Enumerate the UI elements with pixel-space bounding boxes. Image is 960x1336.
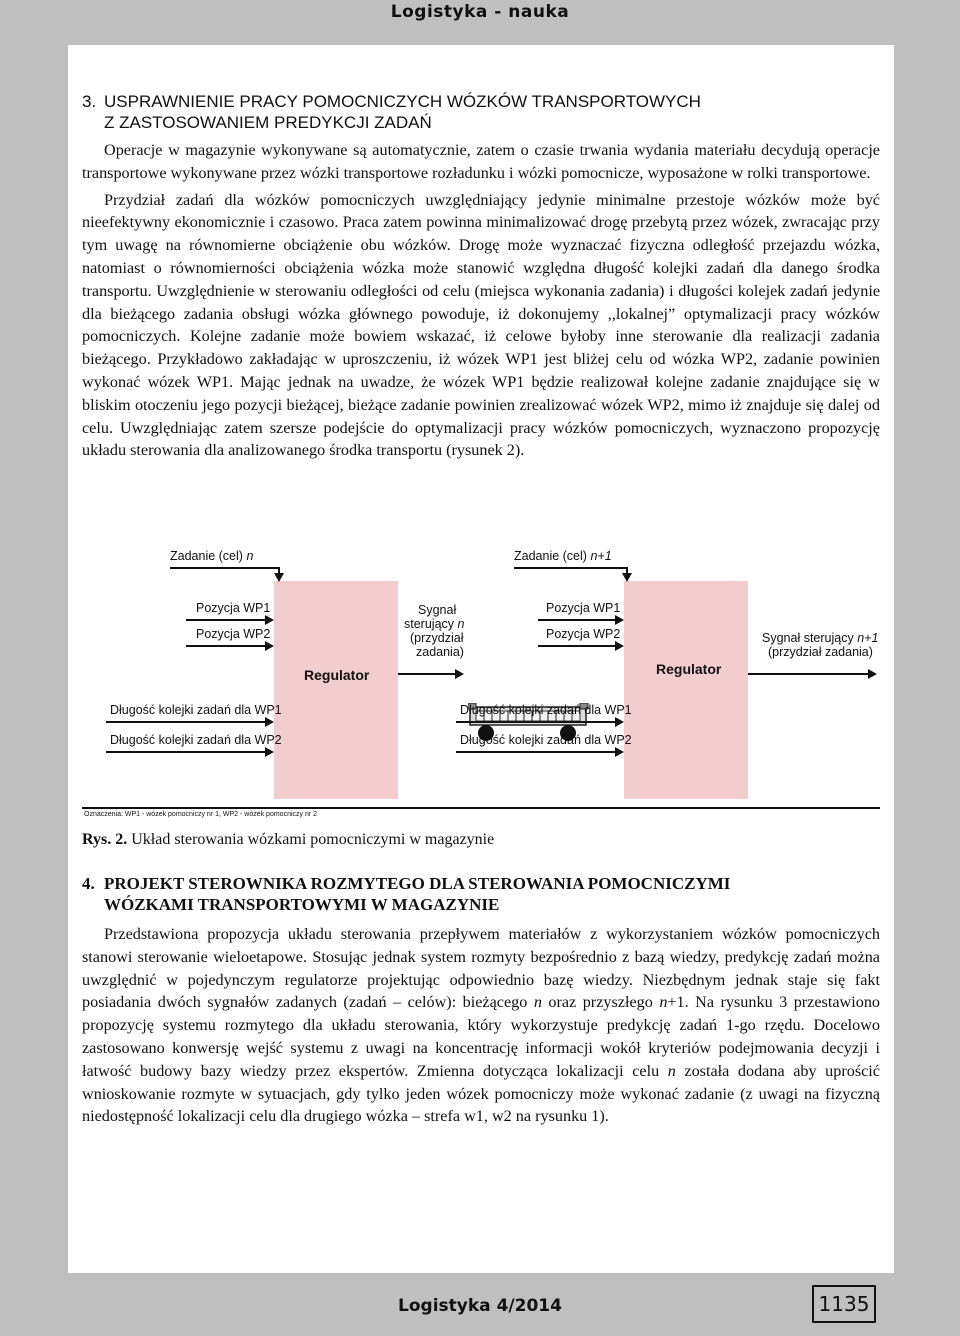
middle-signal-line4: zadania) bbox=[416, 645, 464, 659]
section-3-number: 3. bbox=[82, 92, 97, 111]
right-queue1-arrow bbox=[615, 717, 624, 727]
right-pos1-line bbox=[538, 619, 616, 621]
regulator-left-box bbox=[274, 581, 398, 799]
regulator-right-label: Regulator bbox=[656, 661, 722, 677]
legend-rule bbox=[82, 807, 880, 809]
right-task-arrow bbox=[622, 573, 632, 582]
left-task-label: Zadanie (cel) n bbox=[170, 549, 254, 563]
regulator-right-box bbox=[624, 581, 748, 799]
right-queue1-label: Długość kolejki zadań dla WP1 bbox=[460, 703, 632, 717]
section-4-title-line2: WÓZKAMI TRANSPORTOWYMI W MAGAZYNIE bbox=[104, 895, 500, 914]
right-output-line1: Sygnał sterujący n+1 bbox=[762, 631, 879, 645]
right-queue2-label: Długość kolejki zadań dla WP2 bbox=[460, 733, 632, 747]
left-queue1-line bbox=[106, 721, 266, 723]
middle-signal-line3: (przydział bbox=[410, 631, 464, 645]
left-queue2-label: Długość kolejki zadań dla WP2 bbox=[110, 733, 282, 747]
left-task-line-h bbox=[170, 567, 280, 569]
right-output-line bbox=[748, 673, 870, 675]
caption-label: Rys. 2. bbox=[82, 831, 128, 848]
right-pos2-line bbox=[538, 645, 616, 647]
section-4-number: 4. bbox=[82, 874, 95, 893]
figure-caption bbox=[82, 831, 494, 849]
left-pos1-arrow bbox=[265, 615, 274, 625]
right-pos2-label: Pozycja WP2 bbox=[546, 627, 621, 641]
section-3 bbox=[82, 91, 880, 462]
right-pos2-arrow bbox=[615, 641, 624, 651]
left-queue2-arrow bbox=[265, 747, 274, 757]
page-sheet bbox=[68, 45, 894, 1273]
right-output-arrow bbox=[868, 669, 877, 679]
left-pos1-line bbox=[186, 619, 266, 621]
section-4 bbox=[82, 873, 880, 1128]
left-task-arrow bbox=[274, 573, 284, 582]
figure-legend bbox=[82, 807, 880, 825]
left-pos2-label: Pozycja WP2 bbox=[196, 627, 271, 641]
running-header: Logistyka - nauka bbox=[390, 2, 570, 22]
control-diagram bbox=[82, 545, 880, 807]
left-queue1-arrow bbox=[265, 717, 274, 727]
section-3-paragraph-2: Przydział zadań dla wózków pomocniczych uwzględniający jedynie minimalne przestoje wózków może być nieefektywny ekonomicznie i czasowo. Praca zatem powinna minimalizować drogę przebytą przez wózek, zwracając przy tym uwagę na równomierne obciążenie obu wózków. Drogę może wyznaczać fizyczna odległość przejazdu wózka, natomiast o równomierności obciążenia wózka może stanowić względna długość kolejki zadań dla danego środka transportu. Uwzględnienie w sterowaniu odległości od celu (miejsca wykonania zadania) i długości kolejek zadań jedynie dla bieżącego zadania obsługi wózka głównego powoduje, iż dokonujemy ,,lokalnej” optymalizacji pracy wózków pomocniczych. Kolejne zadanie może bowiem wskazać, iż celowe byłoby inne sterowanie dla realizacji zadania bieżącego. Przykładowo zakładając w uproszczeniu, iż wózek WP1 jest bliżej celu od wózka WP2, zadanie powinien wykonać wózek WP1. Mając jednak na uwadze, że wózek WP1 będzie realizował kolejne zadanie znajdujące się w bliskim otoczeniu jego pozycji bieżącej, bieżące zadanie powinien zrealizować wózek WP2, mimo iż znajduje się dalej od celu. Uwzględniając zatem szersze podejście do optymalizacji pracy wózków pomocniczych, wyznaczono propozycję układu sterowania dla analizowanego środka transportu (rysunek 2). bbox=[82, 190, 880, 460]
right-queue2-arrow bbox=[615, 747, 624, 757]
section-4-title-line1: PROJEKT STEROWNIKA ROZMYTEGO DLA STEROWANIA POMOCNICZYMI bbox=[104, 874, 731, 893]
left-queue2-line bbox=[106, 751, 266, 753]
right-queue1-line bbox=[456, 721, 616, 723]
right-output-line2: (przydział zadania) bbox=[768, 645, 873, 659]
caption-text: Układ sterowania wózkami pomocniczymi w magazynie bbox=[127, 831, 495, 848]
middle-signal-line1: Sygnał bbox=[418, 603, 457, 617]
middle-signal-line2: sterujący n bbox=[404, 617, 465, 631]
section-3-title-line2: Z ZASTOSOWANIEM PREDYKCJI ZADAŃ bbox=[104, 113, 432, 132]
right-task-line-h bbox=[514, 567, 628, 569]
right-pos1-arrow bbox=[615, 615, 624, 625]
left-pos1-label: Pozycja WP1 bbox=[196, 601, 271, 615]
section-4-paragraph: Przedstawiona propozycja układu sterowania przepływem materiałów z wykorzystaniem wózków pomocniczych stanowi sterowanie wieloetapowe. Stosując jednak system rozmyty bezpośrednio z bazą wiedzy, predykcję zadań można uwzględnić w pojedynczym regulatorze projektując odpowiednio bazę wiedzy. Niezbędnym jednak staje się fakt posiadania dwóch sygnałów zadanych (zadań – celów): bieżącego n oraz przyszłego n+1. Na rysunku 3 przestawiono propozycję systemu rozmytego dla układu sterowania, który wykorzystuje predykcję zadań 1-go rzędu. Docelowo zastosowano konwersję wejść systemu z uwagi na koncentrację informacji wokół kryteriów podejmowania decyzji i łatwość budowy bazy wiedzy przez ekspertów. Zmienna dotycząca lokalizacji celu n została dodana aby uprościć wnioskowanie rozmyte w sytuacjach, gdy tylko jeden wózek pomocniczy może wykonać zadanie (z uwagi na fizyczną niedostępność lokalizacji celu dla drugiego wózka – strefa w1, w2 na rysunku 1). bbox=[82, 925, 881, 1126]
section-3-heading bbox=[82, 91, 880, 133]
left-pos2-arrow bbox=[265, 641, 274, 651]
left-queue1-label: Długość kolejki zadań dla WP1 bbox=[110, 703, 282, 717]
middle-signal-line bbox=[398, 673, 456, 675]
page-number: 1135 bbox=[812, 1285, 876, 1323]
running-footer: Logistyka 4/2014 bbox=[398, 1296, 562, 1316]
section-3-title-line1: USPRAWNIENIE PRACY POMOCNICZYCH WÓZKÓW TRANSPORTOWYCH bbox=[104, 92, 701, 111]
section-4-heading bbox=[82, 873, 880, 915]
right-task-label: Zadanie (cel) n+1 bbox=[514, 549, 612, 563]
right-queue2-line bbox=[456, 751, 616, 753]
middle-signal-arrow bbox=[455, 669, 464, 679]
regulator-left-label: Regulator bbox=[304, 667, 370, 683]
right-pos1-label: Pozycja WP1 bbox=[546, 601, 621, 615]
section-3-paragraph-1: Operacje w magazynie wykonywane są automatycznie, zatem o czasie trwania wydania materiału decydują operacje transportowe wykonywane przez wózki transportowe rozładunku i wózki pomocnicze, wyposażone w rolki transportowe. bbox=[82, 141, 880, 182]
legend-text: Oznaczenia: WP1 - wózek pomocniczy nr 1, WP2 - wózek pomocniczy nr 2 bbox=[84, 811, 318, 818]
left-pos2-line bbox=[186, 645, 266, 647]
